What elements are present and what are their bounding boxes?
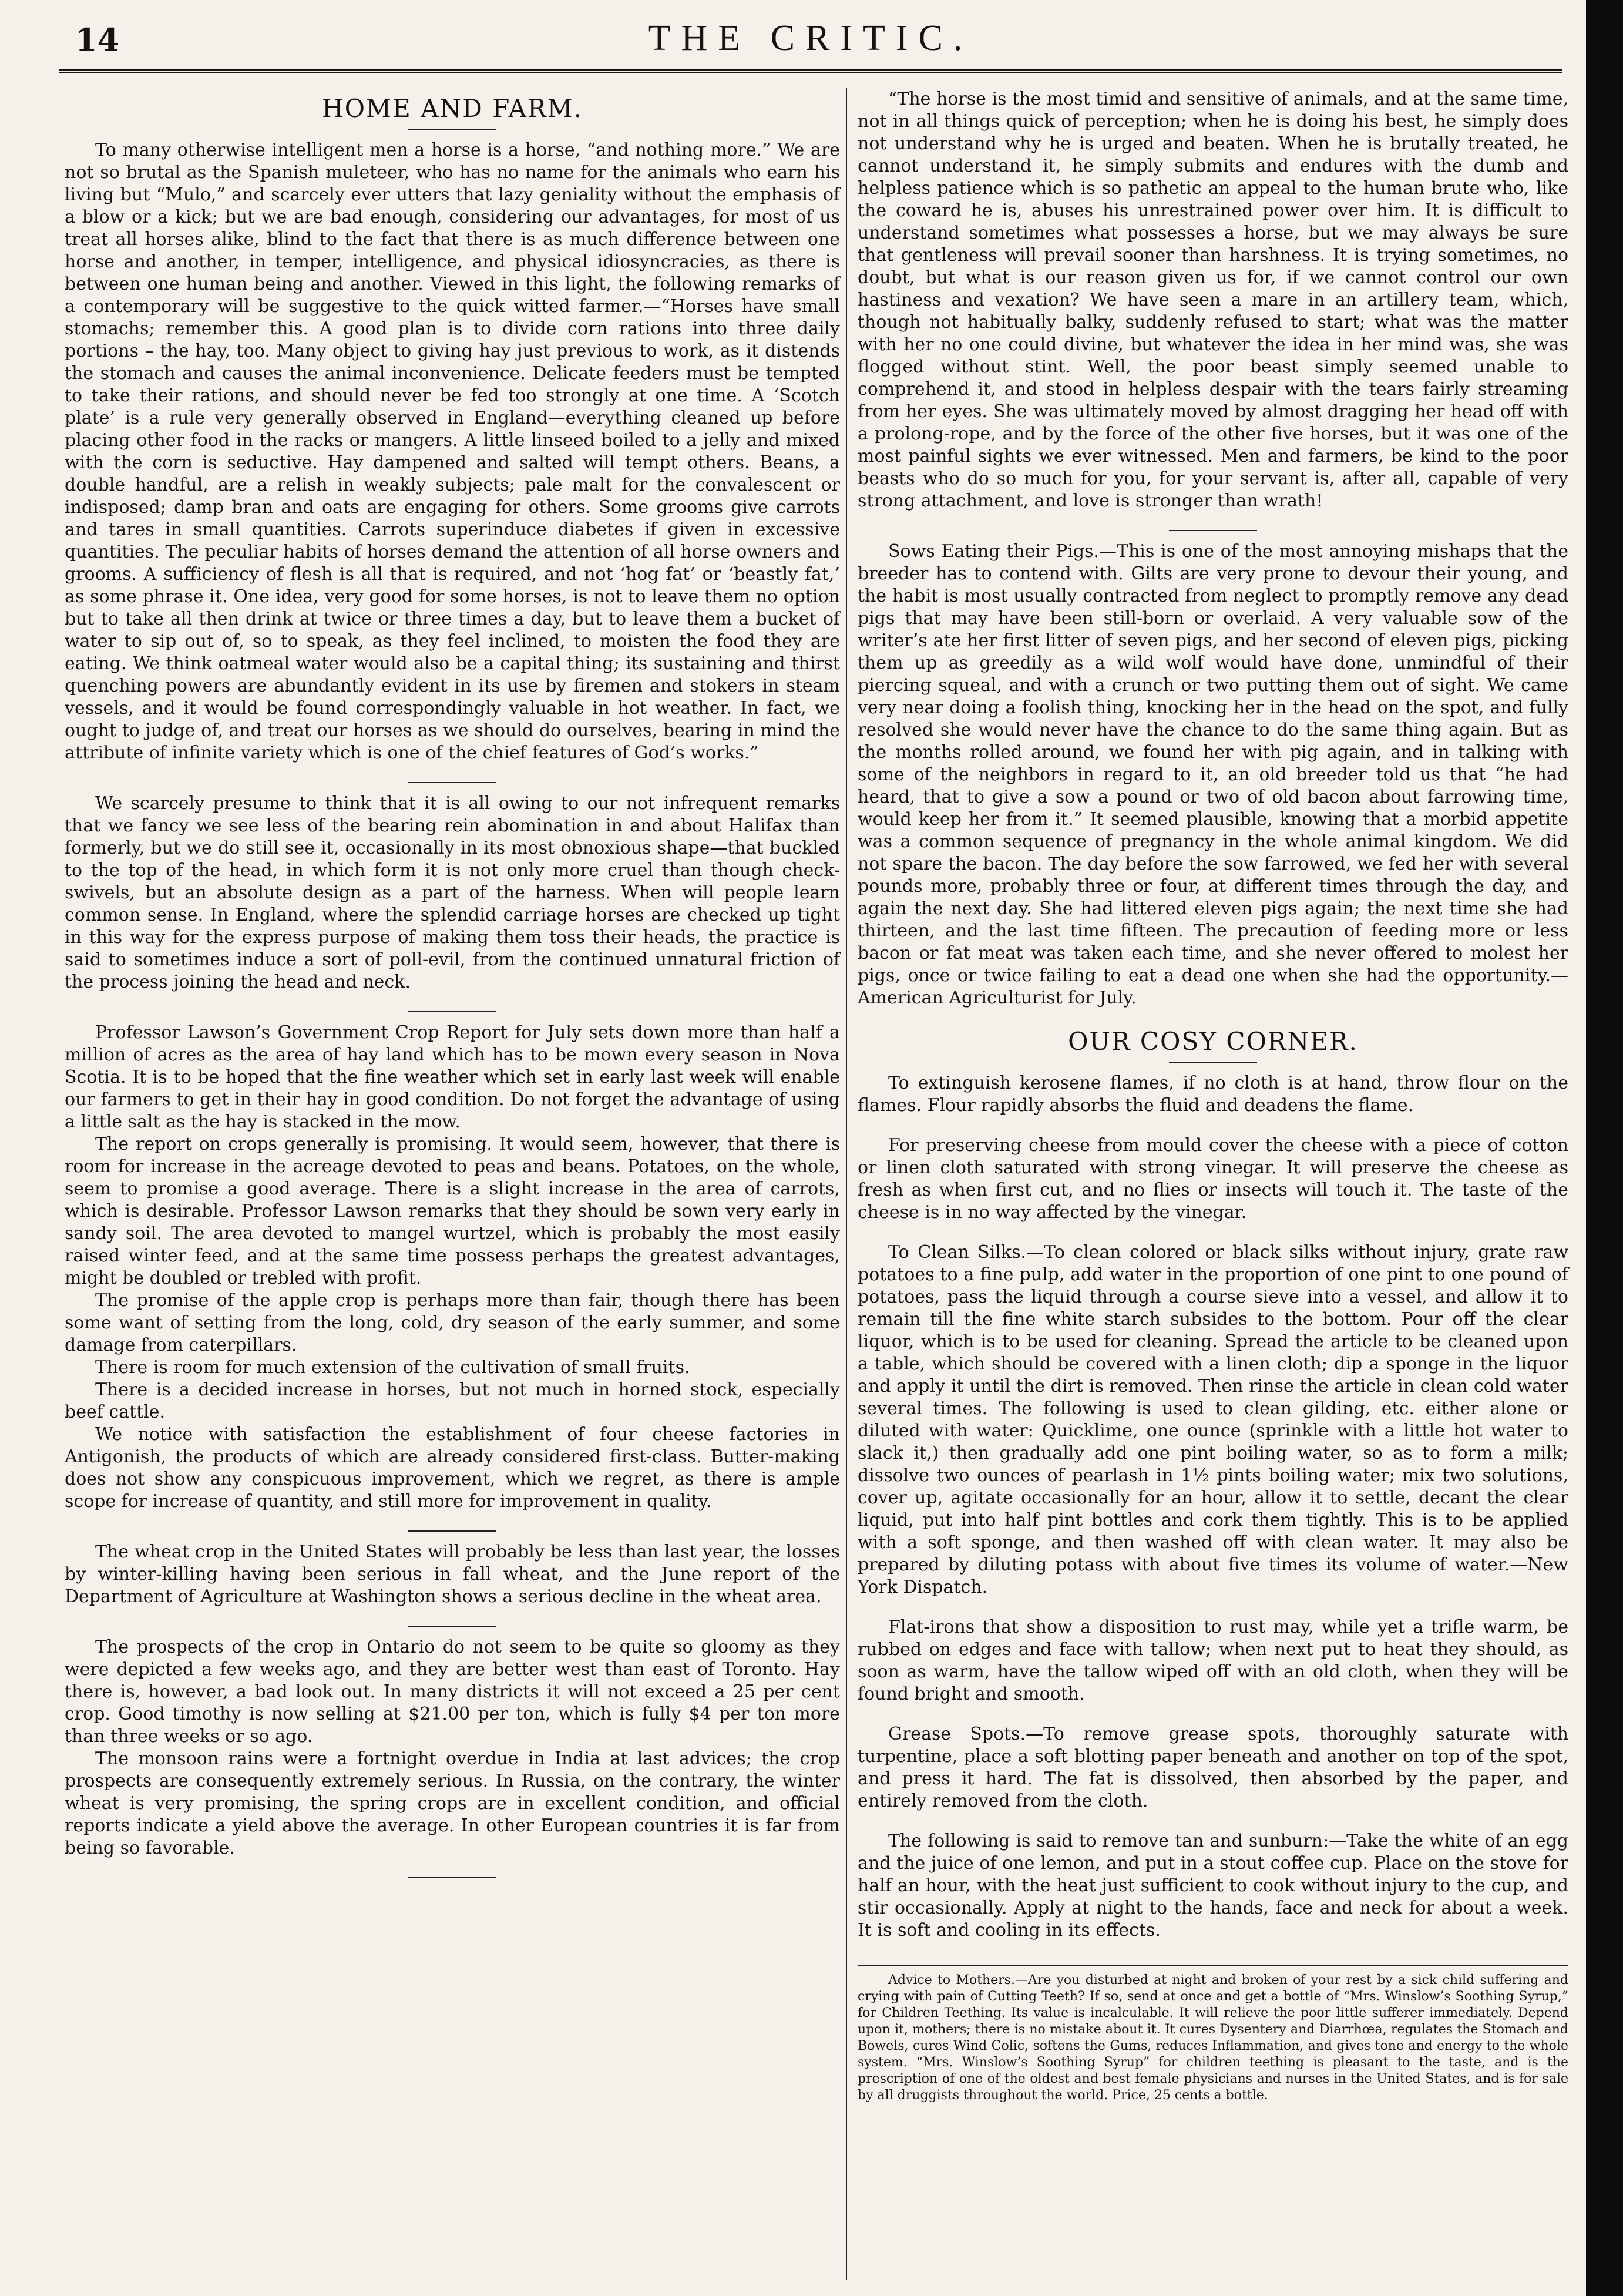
tip-tan-sunburn [858, 1830, 1568, 1942]
tip-paragraph: Flat-irons that show a disposition to rust may, while yet a trifle warm, be rubbed on edges and face with tallow; when next put to heat they should, as soon as warm, have the tallow wiped off with an old cloth, when they will be found bright and smooth. [858, 1617, 1568, 1704]
article-paragraph: “The horse is the most timid and sensitive of animals, and at the same time, not in all things quick of perception; when he is doing his best, he simply does not understand why he is urged and beaten. When he is brutally treated, he cannot understand it, he simply submits and endures with the dumb and helpless patience which is so pathetic an appeal to the human brute who, like the coward he is, abuses his unrestrained power over him. It is difficult to understand sometimes what possesses a horse, but we may always be sure that gentleness will prevail sooner than harshness. It is trying sometimes, no doubt, but what is our reason given us for, if we cannot control our own hastiness and vexation? We have seen a mare in an artillery team, which, though not habitually balky, suddenly refused to start; what was the matter with her no one could divine, but whatever the idea in her mind was, she was flogged without stint. Well, the poor beast simply seemed unable to comprehend it, and stood in helpless despair with the tears fairly streaming from her eyes. She was ultimately moved by almost dragging her head off with a prolong-rope, and by the force of the other five horses, but it was one of the most painful sights we ever witnessed. Men and farmers, be kind to the poor beasts who do so much for you, for your servant is, after all, capable of very strong attachment, and love is stronger than wrath! [858, 89, 1568, 511]
advert-paragraph: Advice to Mothers.—Are you disturbed at night and broken of your rest by a sick child suffering and crying with pain of Cutting Teeth? If so, send at once and get a bottle of “Mrs. Winslow’s Soothing Syrup,” for Children Teething. Its value is incalculable. It will relieve the poor little sufferer immediately. Depend upon it, mothers; there is no mistake about it. It cures Dysentery and Diarrhœa, regulates the Stomach and Bowels, cures Wind Colic, softens the Gums, reduces Inflammation, and gives tone and energy to the whole system. “Mrs. Winslow’s Soothing Syrup” for children teething is pleasant to the taste, and is the prescription of one of the oldest and best female physicians and nurses in the United States, and is for sale by all druggists throughout the world. Price, 25 cents a bottle. [858, 1973, 1568, 2103]
tip-paragraph: The following is said to remove tan and sunburn:—Take the white of an egg and the juice of one lemon, and put in a stout coffee cup. Place on the stove for half an hour, with the heat just sufficient to cook without injury to the cup, and stir occasionally. Apply at night to the hands, face and neck for about a week. It is soft and cooling in its effects. [858, 1831, 1568, 1941]
article-paragraph: There is room for much extension of the cultivation of small fruits. [95, 1357, 690, 1378]
section-heading-cosy-corner: OUR COSY CORNER. [1068, 1027, 1358, 1056]
article-paragraph: There is a decided increase in horses, but not much in horned stock, especially beef cattle. [65, 1379, 840, 1422]
article-horse-timid [858, 88, 1568, 512]
tip-clean-silks [858, 1241, 1568, 1599]
tip-paragraph: For preserving cheese from mould cover the cheese with a piece of cotton or linen cloth saturated with strong vinegar. It will preserve the cheese as fresh as when first cut, and no flies or insects will touch it. The taste of the cheese is in no way affected by the vinegar. [858, 1135, 1568, 1223]
tip-kerosene [858, 1072, 1568, 1117]
paper-title: THE CRITIC. [648, 18, 973, 58]
article-paragraph: We notice with satisfaction the establishment of four cheese factories in Antigonish, the products of which are already considered first-class. Butter-making does not show any conspicuous improvement, which we regret, as there is ample scope for increase of quantity, and still more for improvement in quality. [65, 1424, 840, 1512]
article-divider [408, 1626, 496, 1627]
article-divider [408, 1011, 496, 1012]
article-paragraph: The wheat crop in the United States will probably be less than last year, the losses by winter-killing having been serious in fall wheat, and the June report of the Department of Agriculture at Washington shows a serious decline in the wheat area. [65, 1542, 840, 1607]
section-rule [1169, 1062, 1257, 1063]
masthead [59, 18, 1562, 65]
article-horse-remarks [65, 139, 840, 764]
article-divider [408, 782, 496, 783]
article-paragraph: The prospects of the crop in Ontario do not seem to be quite so gloomy as they were depicted a few weeks ago, and they are better west than east of Toronto. Hay there is, however, a bad look out. In many districts it will not exceed a 25 per cent crop. Good timothy is now selling at $21.00 per ton, which is fully $4 per ton more than three weeks or so ago. [65, 1637, 840, 1747]
section-rule [408, 129, 496, 130]
scan-edge [1586, 0, 1623, 2296]
article-wheat-crop [65, 1541, 840, 1608]
tip-grease-spots [858, 1723, 1568, 1812]
article-crop-report [65, 1022, 840, 1513]
article-paragraph: The monsoon rains were a fortnight overdue in India at last advices; the crop prospects are consequently extremely serious. In Russia, on the contrary, the winter wheat is very promising, the spring crops are in excellent condition, and official reports indicate a yield above the average. In other European countries it is far from being so favorable. [65, 1748, 840, 1858]
masthead-rule [59, 69, 1562, 73]
left-column [65, 88, 840, 1888]
tip-paragraph: Grease Spots.—To remove grease spots, thoroughly saturate with turpentine, place a soft blotting paper beneath and another on top of the spot, and press it hard. The fat is dissolved, then absorbed by the paper, and entirely removed from the cloth. [858, 1724, 1568, 1811]
article-paragraph: The promise of the apple crop is perhaps more than fair, though there has been some want of setting from the long, cold, dry season of the early summer, and some damage from caterpillars. [65, 1290, 840, 1355]
tip-paragraph: To extinguish kerosene flames, if no cloth is at hand, throw flour on the flames. Flour rapidly absorbs the fluid and deadens the flame. [858, 1073, 1568, 1116]
article-paragraph: The report on crops generally is promising. It would seem, however, that there is room for increase in the acreage devoted to peas and beans. Potatoes, on the whole, seem to promise a good average. There is a slight increase in the area of carrots, which is desirable. Professor Lawson remarks that they should be sown very early in sandy soil. The area devoted to mangel wurtzel, which is probably the most easily raised winter feed, and at the same time possess perhaps the greatest advantages, might be doubled or trebled with profit. [65, 1134, 840, 1288]
article-divider [408, 1877, 496, 1878]
article-sows-eating-pigs [858, 541, 1568, 1009]
article-paragraph: We scarcely presume to think that it is all owing to our not infrequent remarks that we fancy we see less of the bearing rein abomination in and about Halifax than formerly, but we do still see it, occasionally in its most obnoxious shape—that buckled to the top of the head, in which form it is not only more cruel than though check-swivels, but an absolute design as a part of the harness. When will people learn common sense. In England, where the splendid carriage horses are checked up tight in this way for the express purpose of making them toss their heads, the practice is said to sometimes induce a sort of poll-evil, from the continued unnatural friction of the process joining the head and neck. [65, 793, 840, 992]
tip-paragraph: To Clean Silks.—To clean colored or black silks without injury, grate raw potatoes to a fine pulp, add water in the proportion of one pint to one pound of potatoes, pass the liquid through a course sieve into a vessel, and allow it to remain till the fine white starch subsides to the bottom. Pour off the clear liquor, which is to be used for cleaning. Spread the article to be cleaned upon a table, which should be covered with a linen cloth; dip a sponge in the liquor and apply it until the dirt is removed. Then rinse the article in clean cold water several times. The following is used to clean gilding, etc. either alone or diluted with water: Quicklime, one ounce (sprinkle with a little hot water to slack it,) then gradually add one pint boiling water, so as to form a milk; dissolve two ounces of pearlash in 1½ pints boiling water; mix two solutions, cover up, agitate occasionally for an hour, allow it to settle, decant the clear liquid, put into half pint bottles and cork them tightly. This is to be applied with a soft sponge, and then washed off with clean water. It may also be prepared by diluting potass with about five times its volume of water.—New York Dispatch. [858, 1242, 1568, 1597]
article-bearing-rein [65, 793, 840, 993]
section-heading-home-and-farm: HOME AND FARM. [322, 94, 583, 123]
article-divider [1169, 530, 1257, 531]
advertisement [858, 1965, 1568, 2104]
article-divider [408, 1530, 496, 1532]
article-paragraph: Sows Eating their Pigs.—This is one of the most annoying mishaps that the breeder has to contend with. Gilts are very prone to devour their young, and the habit is most usually contracted from neglect to promptly remove any dead pigs that may have been still-born or overlaid. A very valuable sow of the writer’s ate her first litter of seven pigs, and her second of eleven pigs, picking them up as greedily as a wild wolf would have done, unmindful of their piercing squeal, and with a crunch or two putting them out of sight. We came very near doing a foolish thing, knocking her in the head on the spot, and fully resolved she would never have the chance to do the same thing again. But as the months rolled around, we found her with pig again, and in talking with some of the neighbors in regard to it, an old breeder told us that “he had heard, that to give a sow a pound or two of old bacon about farrowing time, would keep her from it.” It seemed plausible, knowing that a morbid appetite was a common sequence of pregnancy in the whole animal kingdom. We did not spare the bacon. The day before the sow farrowed, we fed her with several pounds more, probably three or four, at different times through the day, and again the next day. She had littered eleven pigs again; the next time she had thirteen, and the last time fifteen. The precaution of feeding more or less bacon or fat meat was taken each time, and she never offered to molest her pigs, once or twice failing to eat a dead one when she had the opportunity.—American Agriculturist for July. [858, 541, 1568, 1008]
article-paragraph: To many otherwise intelligent men a horse is a horse, “and nothing more.” We are not so brutal as the Spanish muleteer, who has no name for the animals who earn his living but “Mulo,” and scarcely ever utters that lazy geniality without the emphasis of a blow or a kick; but we are bad enough, considering our advantages, for most of us treat all horses alike, blind to the fact that there is as much difference between one horse and another, in temper, intelligence, and physical idiosyncracies, as there is between one human being and another. Viewed in this light, the following remarks of a contemporary will be suggestive to the quick witted farmer.—“Horses have small stomachs; remember this. A good plan is to divide corn rations into three daily portions – the hay, too. Many object to giving hay just previous to work, as it distends the stomach and causes the animal inconvenience. Delicate feeders must be tempted to take their rations, and should never be fed too strongly at one time. A ‘Scotch plate’ is a rule very generally observed in England—everything cleaned up before placing other food in the racks or mangers. A little linseed boiled to a jelly and mixed with the corn is seductive. Hay dampened and salted will tempt others. Beans, a double handful, are a relish in weakly subjects; pale malt for the convalescent or indisposed; damp bran and oats are engaging for others. Some grooms give carrots and tares in small quantities. Carrots superinduce diabetes if given in excessive quantities. The peculiar habits of horses demand the attention of all horse owners and grooms. A sufficiency of flesh is all that is required, and not ‘hog fat’ or ‘beastly fat,’ as some phrase it. One idea, very good for some horses, is not to leave them no option but to take all then drink at twice or three times a day, but to leave them a bucket of water to sip out of, so to speak, as they feel inclined, to moisten the food they are eating. We think oatmeal water would also be a capital thing; its sustaining and thirst quenching powers are abundantly evident in its use by firemen and stokers in steam vessels, and it would be found correspondingly valuable in hot weather. In fact, we ought to judge of, and treat our horses as we should do ourselves, bearing in mind the attribute of infinite variety which is one of the chief features of God’s works.” [65, 140, 840, 763]
right-column [834, 88, 1568, 2104]
tip-flat-irons [858, 1616, 1568, 1706]
article-ontario-crop [65, 1636, 840, 1859]
page-number: 14 [75, 21, 120, 59]
article-paragraph: Professor Lawson’s Government Crop Report for July sets down more than half a million of acres as the area of hay land which has to be mown every season in Nova Scotia. It is to be hoped that the fine weather which set in early last week will enable our farmers to get in their hay in good condition. Do not forget the advantage of using a little salt as the hay is stacked in the mow. [65, 1022, 840, 1132]
tip-cheese [858, 1134, 1568, 1224]
